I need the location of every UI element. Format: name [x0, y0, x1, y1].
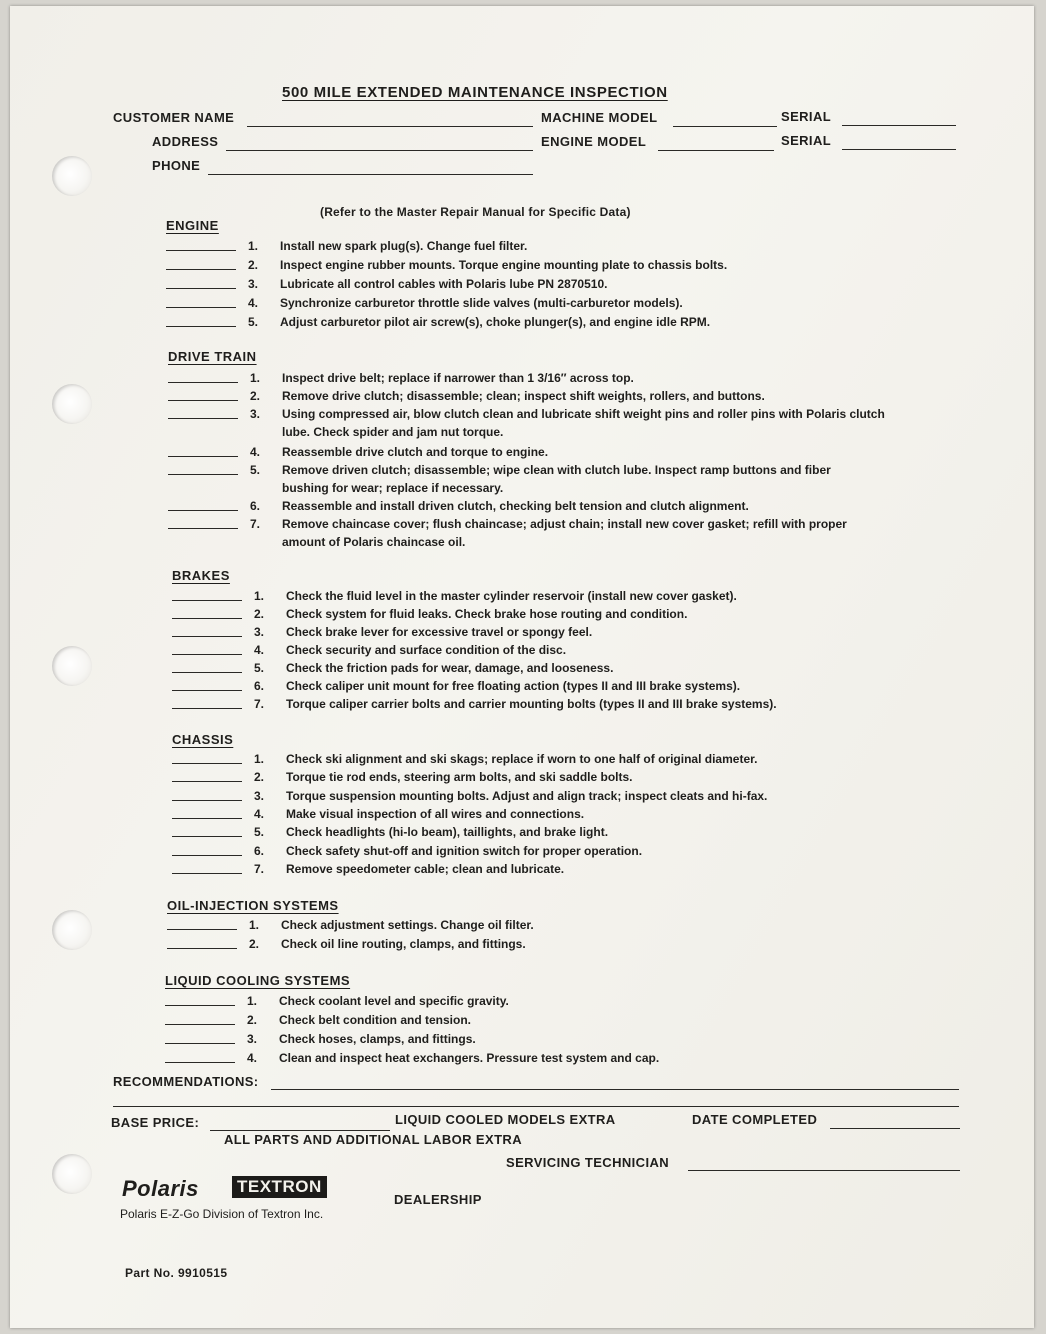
division-text: Polaris E-Z-Go Division of Textron Inc. [120, 1207, 324, 1221]
base-price-field[interactable] [210, 1130, 390, 1131]
check-blank[interactable] [166, 269, 236, 270]
phone-field[interactable] [208, 174, 533, 175]
part-number: Part No. 9910515 [125, 1266, 228, 1280]
customer-name-field[interactable] [247, 126, 533, 127]
punch-hole [52, 646, 92, 686]
textron-logo: TEXTRON [232, 1176, 327, 1198]
form-sheet: 500 MILE EXTENDED MAINTENANCE INSPECTION CUSTOMER NAME MACHINE MODEL SERIAL ADDRESS ENGINE MODEL SERIAL PHONE (Refer to the Master Repair Manual for Specific Data) ENGINE 1. Install new spark plug(s). Change fuel filter. 2. Inspect engine rubber mounts. Torque engine mounting plate to chassis bolts. 3. Lubricate all control cables with Polaris lube PN 2870510. 4. Synchronize carburetor throttle slide valves (multi-carburetor models). 5. Adjust carburetor pilot air screw(s), choke plunger(s), and engine idle RPM. DRIVE TRAIN 1. Inspect drive belt; replace if narrower than 1 3/16″ across top. 2. Remove drive clutch; disassemble; clean; inspect shift weights, rollers, and buttons. 3. Using compressed air, blow clutch clean and lubricate shift weight pins and roller pins with Polaris clutch lube. Check spider and jam nut torque. 4. Reassemble drive clutch and torque to engine. 5. Remove driven clutch; disassemble; wipe clean with clutch lube. Inspect ramp buttons and fiber bushing for wear; replace if necessary. 6. Reassemble and install driven clutch, checking belt tension and clutch alignment. 7. Remove chaincase cover; flush chaincase; adjust chain; install new cover gasket; refill with proper amount of Polaris chaincase oil. BRAKES 1. Check the fluid level in the master cylinder reservoir (install new cover gasket). 2. Check system for fluid leaks. Check brake hose routing and condition. 3. Check brake lever for excessive travel or spongy feel. 4. Check security and surface condition of the disc. 5. Check the friction pads for wear, damage, and looseness. 6. Check caliper unit mount for free floating action (types II and III brake systems). 7. Torque caliper carrier bolts and carrier mounting bolts (types II and III brake systems). CHASSIS 1. Check ski alignment and ski skags; replace if worn to one half of original diameter. 2. Torque tie rod ends, steering arm bolts, and ski saddle bolts. 3. Torque suspension mounting bolts. Adjust and align track; inspect cleats and hi-fax. 4. Make visual inspection of all wires and connections. 5. Check headlights (hi-lo beam), taillights, and brake light. 6. Check safety shut-off and ignition switch for proper operation. 7. Remove speedometer cable; clean and lubricate. OIL-INJECTION SYSTEMS 1. Check adjustment settings. Change oil filter. 2. Check oil line routing, clamps, and fittings. LIQUID COOLING SYSTEMS 1. Check coolant level and specific gravity. 2. Check belt condition and tension. 3. Check hoses, clamps, and fittings. 4. Clean and inspect heat exchangers. Pressure test system and cap. RECOMMENDATIONS: BASE PRICE: LIQUID COOLED MODELS EXTRA DATE COMPLETED ALL PARTS AND ADDITIONAL LABOR EXTRA SERVICING TECHNICIAN Polaris TEXTRON Polaris E-Z-Go Division of Textron Inc. DEALERSHIP Part No. 9910515 [10, 6, 1034, 1328]
check-blank[interactable] [166, 250, 236, 251]
section-liquid-cooling-title: LIQUID COOLING SYSTEMS [165, 973, 351, 988]
check-blank[interactable] [168, 418, 238, 419]
polaris-logo: Polaris [122, 1176, 199, 1201]
address-label: ADDRESS [152, 134, 219, 149]
machine-serial-field[interactable] [842, 125, 956, 126]
check-blank[interactable] [172, 600, 242, 601]
phone-label: PHONE [152, 158, 201, 173]
date-completed-field[interactable] [830, 1128, 960, 1129]
section-oil-injection-title: OIL-INJECTION SYSTEMS [167, 898, 339, 913]
check-blank[interactable] [166, 307, 236, 308]
check-blank[interactable] [168, 510, 238, 511]
servicing-technician-field[interactable] [688, 1170, 960, 1171]
base-price-label: BASE PRICE: [111, 1115, 200, 1130]
punch-hole [52, 384, 92, 424]
recommendations-field-line-2[interactable] [113, 1106, 959, 1107]
recommendations-label: RECOMMENDATIONS: [113, 1074, 259, 1089]
check-blank[interactable] [172, 654, 242, 655]
check-blank[interactable] [172, 763, 242, 764]
check-blank[interactable] [172, 781, 242, 782]
reference-note: (Refer to the Master Repair Manual for Specific Data) [320, 205, 631, 219]
check-blank[interactable] [172, 636, 242, 637]
liquid-cooled-extra-label: LIQUID COOLED MODELS EXTRA [395, 1112, 616, 1127]
section-chassis-title: CHASSIS [172, 732, 234, 747]
check-blank[interactable] [167, 948, 237, 949]
section-brakes-title: BRAKES [172, 568, 230, 583]
check-blank[interactable] [172, 690, 242, 691]
check-blank[interactable] [165, 1062, 235, 1063]
check-blank[interactable] [172, 672, 242, 673]
check-blank[interactable] [172, 800, 242, 801]
address-field[interactable] [226, 150, 533, 151]
check-blank[interactable] [172, 618, 242, 619]
engine-serial-field[interactable] [842, 149, 956, 150]
section-engine-title: ENGINE [166, 218, 219, 233]
check-blank[interactable] [166, 288, 236, 289]
check-blank[interactable] [166, 326, 236, 327]
recommendations-field[interactable] [271, 1089, 959, 1090]
machine-model-field[interactable] [673, 126, 777, 127]
serial-label: SERIAL [781, 109, 832, 124]
check-blank[interactable] [168, 382, 238, 383]
dealership-label: DEALERSHIP [394, 1192, 482, 1207]
page-title: 500 MILE EXTENDED MAINTENANCE INSPECTION [282, 84, 668, 101]
check-blank[interactable] [172, 855, 242, 856]
check-blank[interactable] [167, 929, 237, 930]
check-blank[interactable] [165, 1024, 235, 1025]
check-blank[interactable] [168, 456, 238, 457]
servicing-technician-label: SERVICING TECHNICIAN [506, 1155, 670, 1170]
punch-hole [52, 910, 92, 950]
punch-hole [52, 1154, 92, 1194]
check-blank[interactable] [168, 528, 238, 529]
machine-model-label: MACHINE MODEL [541, 110, 658, 125]
serial-label: SERIAL [781, 133, 832, 148]
check-blank[interactable] [165, 1043, 235, 1044]
check-blank[interactable] [168, 474, 238, 475]
check-blank[interactable] [165, 1005, 235, 1006]
section-drive-train-title: DRIVE TRAIN [168, 349, 257, 364]
check-blank[interactable] [172, 873, 242, 874]
check-blank[interactable] [168, 400, 238, 401]
engine-model-field[interactable] [658, 150, 774, 151]
punch-hole [52, 156, 92, 196]
customer-name-label: CUSTOMER NAME [113, 110, 235, 125]
check-blank[interactable] [172, 708, 242, 709]
check-blank[interactable] [172, 836, 242, 837]
date-completed-label: DATE COMPLETED [692, 1112, 818, 1127]
engine-model-label: ENGINE MODEL [541, 134, 647, 149]
check-blank[interactable] [172, 818, 242, 819]
parts-labor-extra-label: ALL PARTS AND ADDITIONAL LABOR EXTRA [224, 1132, 522, 1147]
